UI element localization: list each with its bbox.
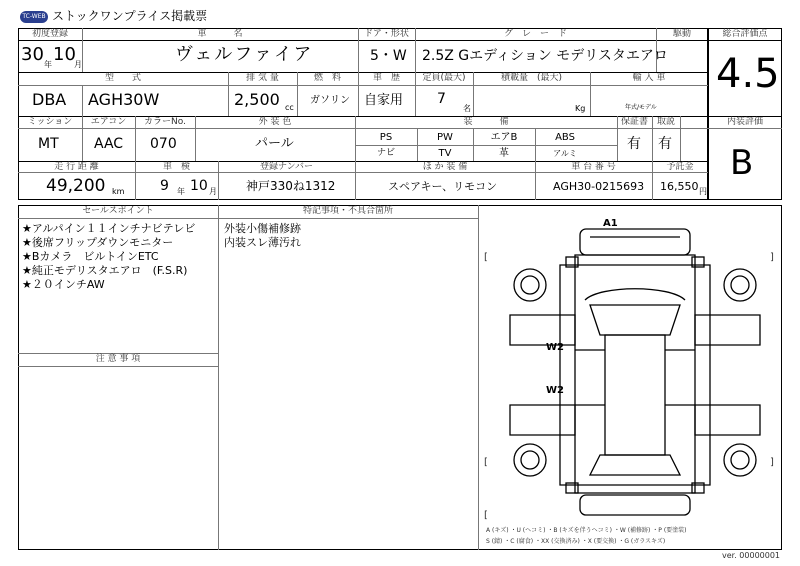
mileage-value: 49,200 bbox=[46, 176, 106, 196]
usage-value: 自家用 bbox=[364, 93, 404, 108]
model-header: 型 式 bbox=[104, 73, 141, 83]
special-notes-list bbox=[224, 222, 301, 250]
first-reg-year-unit: 年 bbox=[44, 60, 52, 69]
mission-value: MT bbox=[38, 136, 59, 152]
displacement-header: 排 気 量 bbox=[246, 73, 279, 83]
list-item: ★後席フリップダウンモニター bbox=[22, 236, 174, 249]
chassis-value: AGH30-0215693 bbox=[553, 180, 645, 193]
bracket-bottom-open: [ bbox=[484, 510, 488, 521]
capacity-unit: 名 bbox=[463, 104, 471, 113]
displacement-unit: cc bbox=[285, 103, 294, 112]
overall-score: 4.5 bbox=[716, 51, 780, 97]
price-value: 16,550 bbox=[660, 180, 699, 193]
list-item: 外装小傷補修跡 bbox=[224, 222, 301, 235]
displacement-value: 2,500 bbox=[234, 90, 280, 109]
damage-legend-line1: A (キズ) ・U (ヘコミ) ・B (キズを伴うヘコミ) ・W (補修跡) ・P (要塗装) bbox=[486, 527, 687, 534]
first-reg-year: 30 bbox=[21, 44, 44, 65]
doors-header: ドア・形状 bbox=[364, 29, 409, 39]
first-reg-month-unit: 月 bbox=[74, 60, 82, 69]
special-notes-title: 特記事項・不具合箇所 bbox=[302, 206, 393, 216]
warranty-value: 有 bbox=[627, 136, 641, 152]
sales-points-list bbox=[22, 222, 195, 292]
bracket-left-top: [ bbox=[484, 252, 488, 263]
equip-leather: 革 bbox=[499, 148, 509, 159]
equip-airbag: エアB bbox=[490, 132, 518, 143]
exterior-header: 外 装 色 bbox=[258, 117, 292, 127]
damage-mark-left-rear-door: W2 bbox=[546, 385, 564, 396]
grade-header: グ レ ー ド bbox=[503, 29, 567, 39]
list-item: ★２０インチAW bbox=[22, 278, 105, 291]
manual-header: 取説 bbox=[656, 117, 675, 127]
car-name: ヴェルファイア bbox=[175, 44, 314, 65]
warranty-header: 保証書 bbox=[620, 117, 648, 127]
car-name-header: 車 名 bbox=[197, 29, 243, 39]
version-label: ver. 00000001 bbox=[722, 551, 781, 560]
list-item: ★純正モデリスタエアロ (F.S.R) bbox=[22, 264, 188, 277]
price-unit: 円 bbox=[699, 187, 707, 196]
other-equipment-value: スペアキー、リモコン bbox=[388, 180, 498, 193]
exterior-value: パール bbox=[255, 136, 294, 151]
mission-header: ミッション bbox=[27, 117, 73, 127]
list-item: 内装スレ薄汚れ bbox=[224, 236, 301, 249]
plate-value: 神戸330ね1312 bbox=[246, 179, 336, 193]
color-no-value: 070 bbox=[150, 136, 177, 152]
sales-points-title: セールスポイント bbox=[82, 206, 154, 216]
bracket-right-top: ] bbox=[770, 252, 774, 263]
aircon-header: エアコン bbox=[90, 117, 127, 127]
fuel-header: 燃 料 bbox=[313, 73, 341, 83]
damage-legend-line2: S (錆) ・C (腐食) ・XX (交換済み) ・X (要交換) ・G (ガラスキズ) bbox=[486, 538, 666, 545]
inspection-year-unit: 年 bbox=[177, 187, 185, 196]
inspection-month-unit: 月 bbox=[209, 187, 217, 196]
equip-abs: ABS bbox=[555, 132, 575, 143]
capacity-header: 定員(最大) bbox=[422, 73, 466, 83]
list-item: ★アルパイン１１インチナビテレビ bbox=[22, 222, 196, 235]
notes-title: 注 意 事 項 bbox=[95, 354, 141, 364]
overall-score-header: 総合評価点 bbox=[722, 29, 768, 39]
equip-ps: PS bbox=[379, 132, 393, 143]
bracket-right-bottom: ] bbox=[770, 457, 774, 468]
model-prefix: DBA bbox=[32, 90, 67, 109]
damage-mark-left-front-door: W2 bbox=[546, 342, 564, 353]
equip-navi: ナビ bbox=[376, 148, 395, 158]
equip-pw: PW bbox=[437, 132, 453, 143]
aircon-value: AAC bbox=[94, 136, 124, 152]
equipment-header: 装 備 bbox=[463, 117, 509, 127]
equip-alumi: アルミ bbox=[553, 149, 577, 158]
vehicle-diagram bbox=[480, 215, 780, 525]
grade-value: 2.5Z Gエディション モデリスタエアロ bbox=[422, 48, 668, 64]
import-note: 年式/モデル bbox=[625, 104, 657, 111]
first-reg-month: 10 bbox=[53, 44, 76, 65]
load-header: 積載量 (最大) bbox=[500, 73, 563, 83]
list-item: ★Bカメラ ビルトインETC bbox=[22, 250, 159, 263]
mileage-header: 走 行 距 離 bbox=[54, 162, 99, 172]
first-reg-header: 初度登録 bbox=[31, 29, 68, 39]
inspection-year: 9 bbox=[160, 178, 169, 194]
bracket-left-bottom: [ bbox=[484, 457, 488, 468]
damage-mark-front-bumper: A1 bbox=[603, 218, 618, 229]
capacity-value: 7 bbox=[437, 91, 446, 107]
other-equipment-header: ほ か 装 備 bbox=[422, 162, 468, 172]
interior-score: B bbox=[730, 143, 754, 183]
chassis-header: 車 台 番 号 bbox=[571, 162, 616, 172]
mileage-unit: km bbox=[112, 187, 125, 196]
price-header: 予託金 bbox=[666, 162, 694, 172]
page-title: ストックワンプライス掲載票 bbox=[52, 9, 208, 23]
inspection-header: 車 検 bbox=[162, 162, 190, 172]
load-unit: Kg bbox=[575, 104, 586, 113]
equip-tv: TV bbox=[438, 148, 452, 159]
color-no-header: カラーNo. bbox=[144, 117, 186, 127]
plate-header: 登録ナンバー bbox=[260, 162, 313, 172]
usage-header: 車 歴 bbox=[372, 73, 400, 83]
import-header: 輸 入 車 bbox=[632, 73, 666, 83]
manual-value: 有 bbox=[658, 136, 672, 152]
fuel-value: ガソリン bbox=[310, 95, 350, 106]
drive-header: 駆動 bbox=[672, 29, 691, 39]
doors-value: 5・W bbox=[370, 48, 407, 64]
interior-score-header: 内装評価 bbox=[726, 117, 763, 127]
logo: TC-WEB bbox=[20, 11, 48, 23]
inspection-month: 10 bbox=[190, 178, 208, 194]
model-value: AGH30W bbox=[88, 90, 160, 109]
